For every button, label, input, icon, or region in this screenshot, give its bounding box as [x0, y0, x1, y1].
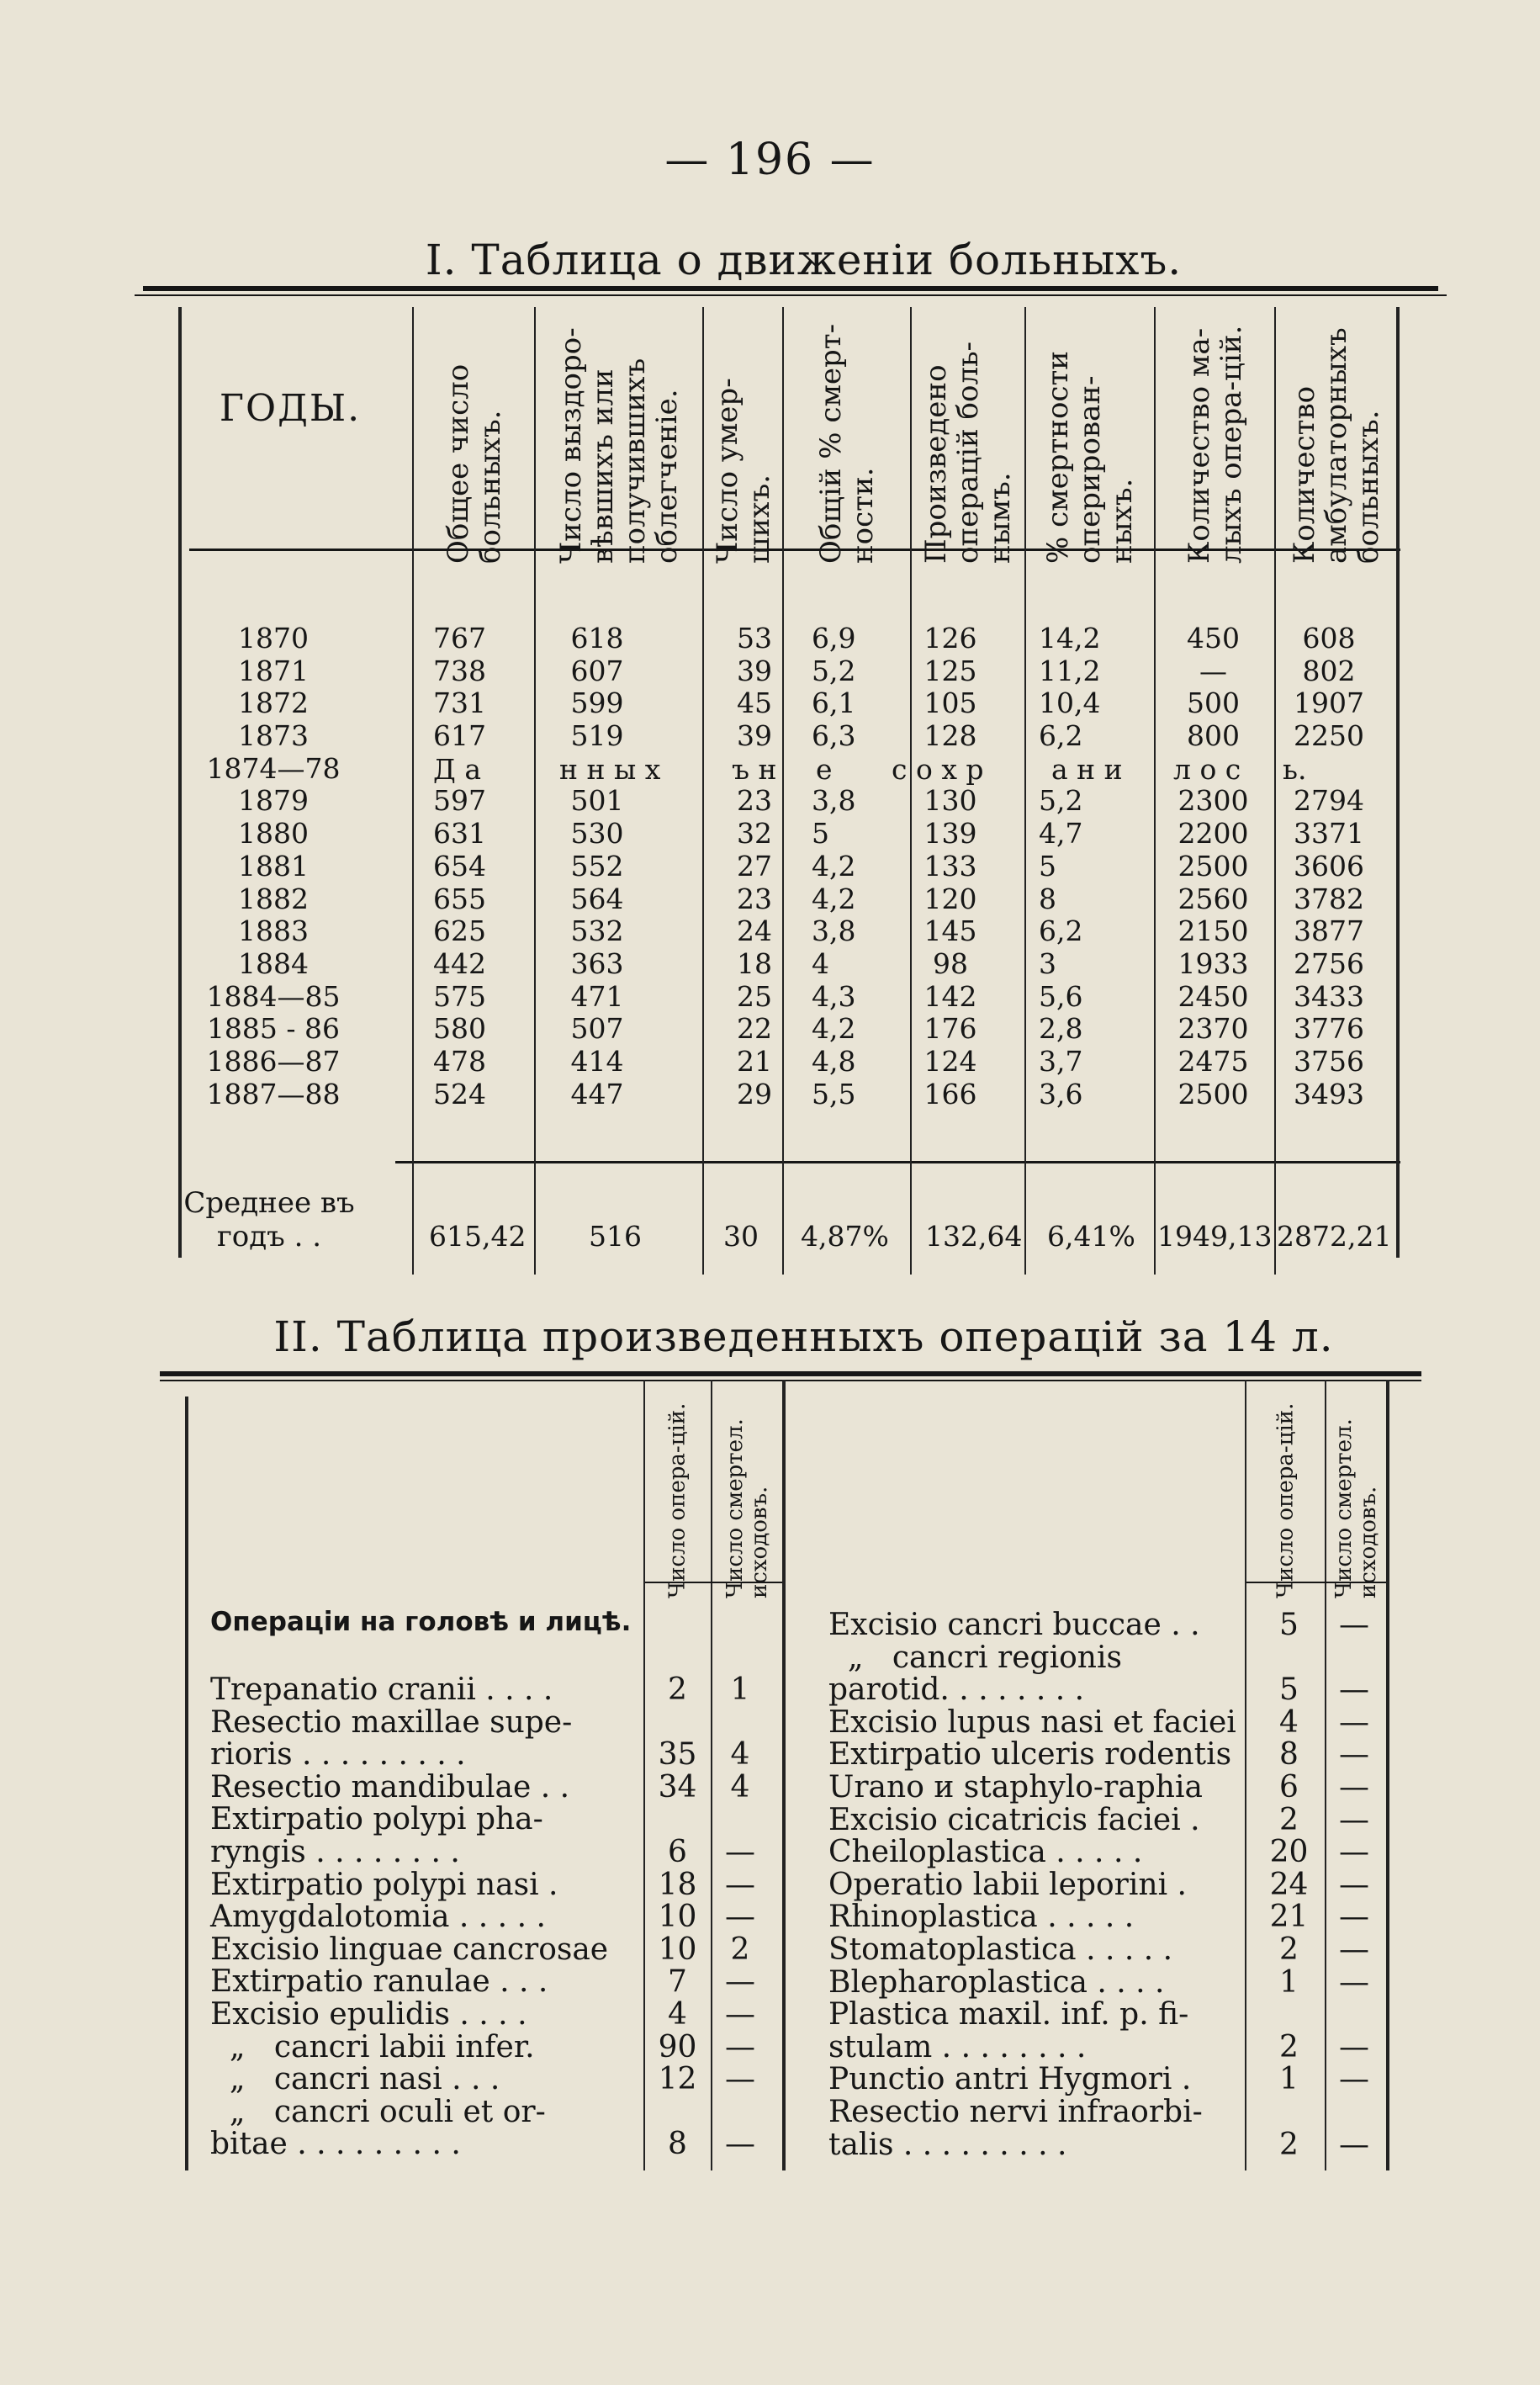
total-header: Общее число больныхъ.: [441, 363, 507, 564]
minor-ops-cell: 2300: [1177, 784, 1249, 818]
right-counts-cell: 1: [1279, 1964, 1299, 2000]
avg-mortality: 4,87%: [801, 1220, 889, 1253]
recovered-cell: 599: [570, 686, 624, 720]
minor-ops-cell: 1933: [1177, 946, 1249, 980]
avg-operations: 132,64: [925, 1220, 1023, 1253]
left-deaths-cell: 4: [730, 1769, 750, 1805]
right-operations-cell: parotid. . . . . . . .: [828, 1672, 1085, 1708]
dead-cell: 24: [737, 914, 772, 948]
recovered-cell: 530: [570, 817, 624, 851]
op-mortality-cell: 5,2: [1039, 784, 1083, 818]
ambulatory-cell: 3433: [1294, 979, 1364, 1013]
total-cell: 442: [433, 946, 486, 980]
op-mortality-cell: 11,2: [1039, 654, 1101, 687]
ambulatory-cell: 3756: [1294, 1044, 1364, 1078]
left-counts-cell: 34: [658, 1769, 697, 1805]
left-deaths-cell: —: [725, 1834, 755, 1869]
note-part: Д а: [433, 752, 481, 786]
dead-cell: 32: [737, 817, 772, 851]
dead-cell: 39: [737, 719, 772, 753]
right-deaths-cell: [1329, 1999, 1379, 2032]
left-counts-cell: 10: [658, 1932, 697, 1967]
dead-cell: 23: [737, 882, 772, 915]
left-deaths-cell: —: [725, 1964, 755, 2000]
left-operations-cell: bitae . . . . . . . . .: [210, 2127, 461, 2162]
dead-cell: 39: [737, 654, 772, 687]
right-deaths-cell: —: [1339, 1608, 1369, 1642]
op-mortality-cell: 4,7: [1039, 817, 1083, 851]
right-deaths-cell: —: [1339, 1867, 1369, 1902]
mortality-cell: 3,8: [812, 914, 856, 948]
years-cell: 1883: [238, 914, 309, 948]
left-operations-cell: Excisio linguae cancrosae: [210, 1932, 609, 1967]
left-counts-cell: 18: [658, 1867, 697, 1902]
left-operations-cell: Extirpatio polypi nasi .: [210, 1867, 558, 1902]
ambulatory-cell: 3776: [1294, 1012, 1364, 1046]
operations-cell: 130: [923, 784, 977, 818]
total-cell: 738: [433, 654, 486, 687]
total-cell: 767: [433, 622, 486, 655]
dead-cell: 25: [737, 979, 772, 1013]
mortality-cell: 5,5: [812, 1077, 856, 1110]
right-counts-list: [1257, 1609, 1320, 2161]
total-cell: 617: [433, 719, 486, 753]
left-operations-cell: ryngis . . . . . . . .: [210, 1834, 460, 1869]
left-deaths-cell: —: [725, 1900, 755, 1935]
recovered-cell: 507: [570, 1012, 624, 1046]
left-deaths-cell: —: [725, 2062, 755, 2097]
mortality-cell: 4: [812, 946, 829, 980]
mortality-cell: 3,8: [812, 784, 856, 818]
note-part: а н и: [1051, 752, 1123, 786]
left-deaths-cell: 1: [730, 1672, 750, 1707]
note-part: н н ы х: [559, 752, 661, 786]
right-deaths-cell: —: [1339, 1672, 1369, 1708]
minor-ops-cell: 2500: [1177, 849, 1249, 882]
right-deaths-cell: [1329, 2096, 1379, 2129]
top-rule-thin: [160, 1380, 1421, 1381]
left-operations-cell: „ cancri nasi . . .: [210, 2062, 500, 2097]
note-part: ъ н: [732, 752, 777, 786]
op-mortality-column: [1039, 623, 1123, 1110]
op-mortality-cell: 5,6: [1039, 979, 1083, 1013]
years-cell: 1887—88: [206, 1077, 341, 1110]
avg-op-mortality: 6,41%: [1047, 1220, 1135, 1253]
minor-ops-cell: 800: [1187, 719, 1240, 753]
op-mortality-cell: 6,2: [1039, 914, 1083, 948]
recovered-cell: 363: [570, 946, 624, 980]
right-operations-cell: Operatio labii leporini .: [828, 1867, 1187, 1902]
left-operations-cell: Amygdalotomia . . . . .: [210, 1900, 546, 1935]
ambulatory-cell: 802: [1302, 654, 1356, 687]
right-counts-cell: [1257, 1999, 1320, 2032]
left-operations-cell: Resectio maxillae supe-: [210, 1704, 573, 1740]
recovered-cell: 607: [570, 654, 624, 687]
ambulatory-cell: 3493: [1294, 1077, 1364, 1110]
operations-column: [892, 623, 1009, 1110]
mortality-cell: 6,1: [812, 686, 856, 720]
years-cell: 1884: [238, 946, 309, 980]
left-counts-cell: 4: [668, 1996, 687, 2032]
mortality-cell: 4,8: [812, 1044, 856, 1078]
op-mortality-cell: 3,6: [1039, 1077, 1083, 1110]
right-operations-cell: Resectio nervi infraorbi-: [828, 2094, 1203, 2129]
right-operations-cell: „ cancri regionis: [828, 1640, 1122, 1675]
right-operations-cell: Plastica maxil. inf. p. fi-: [828, 1997, 1189, 2033]
ambulatory-cell: 1907: [1294, 686, 1364, 720]
years-cell: 1886—87: [206, 1044, 341, 1078]
operations-cell: 176: [923, 1012, 977, 1046]
top-rule-thin: [135, 294, 1447, 296]
right-deaths-cell: —: [1339, 1704, 1369, 1740]
years-cell: 1870: [238, 622, 309, 655]
right-counts-cell: 24: [1269, 1867, 1309, 1902]
note-part: л о с: [1173, 752, 1241, 786]
left-deaths-header: Число смертел. исходовъ.: [722, 1418, 772, 1598]
missing-data-note: [433, 753, 1409, 786]
operations-table: [160, 1371, 1438, 2179]
operations-cell: 120: [923, 882, 977, 915]
left-counts-cell: [646, 1804, 709, 1836]
left-operations-list: [210, 1674, 648, 2161]
years-cell: 1882: [238, 882, 309, 915]
table2-title: II. Таблица произведенныхъ операцій за 14 л.: [273, 1312, 1334, 1361]
avg-minor-ops: 1949,13: [1157, 1220, 1273, 1253]
left-operations-cell: „ cancri labii infer.: [210, 2029, 535, 2064]
mortality-column: [812, 623, 879, 1110]
right-deaths-list: [1329, 1609, 1379, 2161]
left-deaths-list: [715, 1674, 765, 2161]
right-counts-cell: 5: [1279, 1608, 1299, 1642]
right-operations-cell: Extirpatio ulceris rodentis: [828, 1737, 1232, 1773]
right-deaths-cell: —: [1339, 2127, 1369, 2162]
years-cell: 1881: [238, 849, 309, 882]
right-deaths-cell: —: [1339, 2029, 1369, 2064]
dead-cell: 27: [737, 849, 772, 882]
mortality-cell: 5: [812, 817, 829, 851]
right-count-header: Число опера-цій.: [1273, 1402, 1298, 1598]
mortality-cell: 4,3: [812, 979, 856, 1013]
left-deaths-cell: 2: [730, 1932, 750, 1967]
recovered-cell: 447: [570, 1077, 624, 1110]
avg-ambulatory: 2872,21: [1277, 1220, 1392, 1253]
ambulatory-cell: 608: [1302, 622, 1356, 655]
years-column: [177, 623, 370, 1110]
right-operations-cell: Cheiloplastica . . . . .: [828, 1835, 1143, 1870]
table1-title: I. Таблица о движеніи больныхъ.: [425, 236, 1183, 284]
op-mortality-cell: 3: [1039, 946, 1056, 980]
recovered-cell: 618: [570, 622, 624, 655]
right-counts-cell: 8: [1279, 1737, 1299, 1773]
right-counts-cell: 6: [1279, 1769, 1299, 1805]
recovered-cell: 552: [570, 849, 624, 882]
ambulatory-cell: 3606: [1294, 849, 1364, 882]
left-deaths-cell: —: [725, 1867, 755, 1902]
left-operations-cell: rioris . . . . . . . . .: [210, 1737, 466, 1773]
right-counts-cell: [1257, 1642, 1320, 1675]
right-deaths-cell: —: [1339, 1932, 1369, 1967]
minor-ops-cell: 2370: [1177, 1012, 1249, 1046]
op-mortality-cell: 10,4: [1039, 686, 1101, 720]
ambulatory-cell: 2756: [1294, 946, 1364, 980]
ambulatory-cell: 2250: [1294, 719, 1364, 753]
years-header: ГОДЫ.: [219, 387, 362, 430]
operations-cell: 145: [923, 914, 977, 948]
operations-cell: 128: [923, 719, 977, 753]
outer-right-line: [1386, 1380, 1389, 2170]
left-counts-cell: 12: [658, 2062, 697, 2097]
right-operations-cell: Excisio cancri buccae . .: [828, 1608, 1200, 1642]
dead-cell: 45: [737, 686, 772, 720]
operations-cell: 125: [923, 654, 977, 687]
right-operations-cell: Rhinoplastica . . . . .: [828, 1900, 1135, 1935]
total-cell: 654: [433, 849, 486, 882]
right-operations-cell: stulam . . . . . . . .: [828, 2029, 1087, 2064]
left-counts-cell: [646, 2096, 709, 2129]
right-counts-cell: 20: [1269, 1835, 1309, 1870]
left-deaths-cell: 4: [730, 1737, 750, 1773]
right-operations-cell: Urano и staphylo-raphia: [828, 1769, 1203, 1805]
avg-dead: 30: [723, 1220, 759, 1253]
left-counts-cell: [646, 1707, 709, 1740]
minor-ops-cell: 2150: [1177, 914, 1249, 948]
right-counts-cell: 5: [1279, 1672, 1299, 1708]
right-operations-cell: Excisio lupus nasi et faciei: [828, 1704, 1236, 1740]
op-mortality-header: % смертности оперирован-ныхъ.: [1041, 351, 1139, 564]
years-cell: 1885 - 86: [206, 1012, 341, 1046]
outer-left-line: [185, 1397, 188, 2170]
recovered-cell: 519: [570, 719, 624, 753]
operations-cell: 124: [923, 1044, 977, 1078]
recovered-cell: 532: [570, 914, 624, 948]
dead-header: Число умер-шихъ.: [710, 378, 776, 564]
dead-cell: 23: [737, 784, 772, 818]
minor-ops-cell: 450: [1187, 622, 1240, 655]
op-mortality-cell: 3,7: [1039, 1044, 1083, 1078]
mortality-cell: 4,2: [812, 1012, 856, 1046]
left-counts-cell: 35: [658, 1737, 697, 1773]
right-operations-cell: Blepharoplastica . . . .: [828, 1964, 1165, 2000]
total-cell: 575: [433, 979, 486, 1013]
right-operations-cell: Punctio antri Hygmori .: [828, 2062, 1192, 2097]
total-cell: 597: [433, 784, 486, 818]
right-operations-cell: talis . . . . . . . . .: [828, 2127, 1067, 2162]
minor-ops-cell: 2500: [1177, 1077, 1249, 1110]
right-deaths-cell: —: [1339, 1769, 1369, 1805]
minor-ops-cell: 2200: [1177, 817, 1249, 851]
operations-cell: 142: [923, 979, 977, 1013]
left-counts-cell: 7: [668, 1964, 687, 2000]
dead-cell: 21: [737, 1044, 772, 1078]
average-label: Среднее въ годъ . .: [183, 1186, 355, 1253]
right-deaths-cell: —: [1339, 2062, 1369, 2097]
left-operations-cell: Trepanatio cranii . . . .: [210, 1672, 553, 1707]
years-cell: 1872: [238, 686, 309, 720]
left-deaths-cell: —: [725, 2127, 755, 2162]
right-counts-cell: [1257, 2096, 1320, 2129]
operations-header: Произведено операцій боль-нымъ.: [919, 341, 1017, 564]
operations-cell: 126: [923, 622, 977, 655]
dead-cell: 29: [737, 1077, 772, 1110]
right-operations-cell: Stomatoplastica . . . . .: [828, 1932, 1173, 1967]
left-deaths-cell: —: [725, 1996, 755, 2032]
page-number: — 196 —: [664, 135, 876, 185]
years-cell: 1871: [238, 654, 309, 687]
left-counts-list: [646, 1674, 709, 2161]
recovered-cell: 414: [570, 1044, 624, 1078]
left-count-header: Число опера-цій.: [664, 1402, 691, 1598]
left-operations-cell: Excisio epulidis . . . .: [210, 1996, 527, 2032]
note-part: ь.: [1283, 752, 1307, 786]
minor-ops-cell: 500: [1187, 686, 1240, 720]
minor-ops-header: Количество ма-лыхъ опера-цій.: [1182, 325, 1248, 564]
center-line: [782, 1380, 786, 2170]
years-cell: 1884—85: [206, 979, 341, 1013]
right-counts-cell: 2: [1279, 1932, 1299, 1967]
right-deaths-cell: [1329, 1642, 1379, 1675]
right-counts-cell: 4: [1279, 1704, 1299, 1740]
total-cell: 655: [433, 882, 486, 915]
total-cell: 524: [433, 1077, 486, 1110]
total-cell: 478: [433, 1044, 486, 1078]
ambulatory-cell: 2794: [1294, 784, 1364, 818]
ambulatory-column: [1274, 623, 1384, 1110]
operations-cell: 105: [923, 686, 977, 720]
left-operations-cell: Extirpatio ranulae . . .: [210, 1964, 548, 2000]
right-counts-cell: 2: [1279, 2029, 1299, 2064]
ambulatory-cell: 3371: [1294, 817, 1364, 851]
years-cell: 1874—78: [206, 751, 341, 785]
right-operations-cell: Excisio cicatricis faciei .: [828, 1802, 1200, 1837]
data-end-rule: [395, 1161, 1400, 1163]
mortality-cell: 4,2: [812, 849, 856, 882]
right-operations-list: [828, 1609, 1266, 2161]
left-deaths-cell: [715, 1804, 765, 1836]
right-deaths-cell: —: [1339, 1737, 1369, 1773]
right-counts-cell: 1: [1279, 2062, 1299, 2097]
recovered-cell: 471: [570, 979, 624, 1013]
avg-total: 615,42: [429, 1220, 527, 1253]
minor-ops-cell: 2560: [1177, 882, 1249, 915]
op-mortality-cell: 6,2: [1039, 719, 1083, 753]
operations-cell: 133: [923, 849, 977, 882]
total-cell: 625: [433, 914, 486, 948]
mortality-cell: 6,9: [812, 622, 856, 655]
op-mortality-cell: 8: [1039, 882, 1056, 915]
operations-cell: 139: [923, 817, 977, 851]
left-counts-cell: 8: [668, 2127, 687, 2162]
total-column: [433, 623, 517, 1110]
left-deaths-cell: [715, 2096, 765, 2129]
left-operations-cell: Resectio mandibulae . .: [210, 1769, 570, 1805]
recovered-column: [542, 623, 652, 1110]
left-counts-cell: 10: [658, 1900, 697, 1935]
ambulatory-cell: 3782: [1294, 882, 1364, 915]
left-counts-cell: 90: [658, 2029, 697, 2064]
minor-ops-cell: 2450: [1177, 979, 1249, 1013]
operations-cell: 166: [923, 1077, 977, 1110]
mortality-cell: 6,3: [812, 719, 856, 753]
right-counts-cell: 2: [1279, 2127, 1299, 2162]
recovered-header: Число выздоро-вѣвшихъ или получившихъ облегченіе.: [554, 327, 684, 564]
right-deaths-cell: —: [1339, 1964, 1369, 2000]
left-counts-cell: 6: [668, 1834, 687, 1869]
left-counts-cell: 2: [668, 1672, 687, 1707]
total-cell: 731: [433, 686, 486, 720]
patients-table: [143, 286, 1438, 1296]
note-part: с о х р: [892, 752, 984, 786]
dead-cell: 53: [737, 622, 772, 655]
right-deaths-cell: —: [1339, 1802, 1369, 1837]
recovered-cell: 501: [570, 784, 624, 818]
op-mortality-cell: 5: [1039, 849, 1056, 882]
minor-ops-cell: —: [1199, 654, 1227, 687]
right-deaths-header: Число смертел. исходовъ.: [1331, 1418, 1381, 1598]
left-operations-cell: Extirpatio polypi pha-: [210, 1802, 543, 1837]
minor-ops-cell: 2475: [1177, 1044, 1249, 1078]
right-deaths-cell: —: [1339, 1900, 1369, 1935]
left-operations-cell: „ cancri oculi et or-: [210, 2094, 546, 2129]
years-cell: 1880: [238, 817, 309, 851]
years-cell: 1879: [238, 784, 309, 818]
mortality-header: Общій % смерт-ности.: [814, 323, 880, 564]
total-cell: 631: [433, 817, 486, 851]
op-mortality-cell: 2,8: [1039, 1012, 1083, 1046]
recovered-cell: 564: [570, 882, 624, 915]
right-deaths-cell: —: [1339, 1835, 1369, 1870]
dead-cell: 18: [737, 946, 772, 980]
note-part: е: [816, 752, 833, 786]
right-counts-cell: 2: [1279, 1802, 1299, 1837]
ambulatory-cell: 3877: [1294, 914, 1364, 948]
top-rule: [143, 286, 1438, 291]
left-deaths-cell: —: [725, 2029, 755, 2064]
total-cell: 580: [433, 1012, 486, 1046]
section-heading: Операціи на головѣ и лицѣ.: [210, 1607, 632, 1637]
op-mortality-cell: 14,2: [1039, 622, 1101, 655]
mortality-cell: 4,2: [812, 882, 856, 915]
ambulatory-header: Количество амбулаторныхъ больныхъ.: [1287, 327, 1385, 564]
years-cell: 1873: [238, 719, 309, 753]
dead-column: [705, 623, 772, 1110]
right-counts-cell: 21: [1269, 1900, 1309, 1935]
top-rule: [160, 1371, 1421, 1376]
operations-cell: 98: [933, 946, 968, 980]
dead-cell: 22: [737, 1012, 772, 1046]
minor-ops-column: [1161, 623, 1266, 1110]
mortality-cell: 5,2: [812, 654, 856, 687]
left-deaths-cell: [715, 1707, 765, 1740]
avg-recovered: 516: [589, 1220, 642, 1253]
